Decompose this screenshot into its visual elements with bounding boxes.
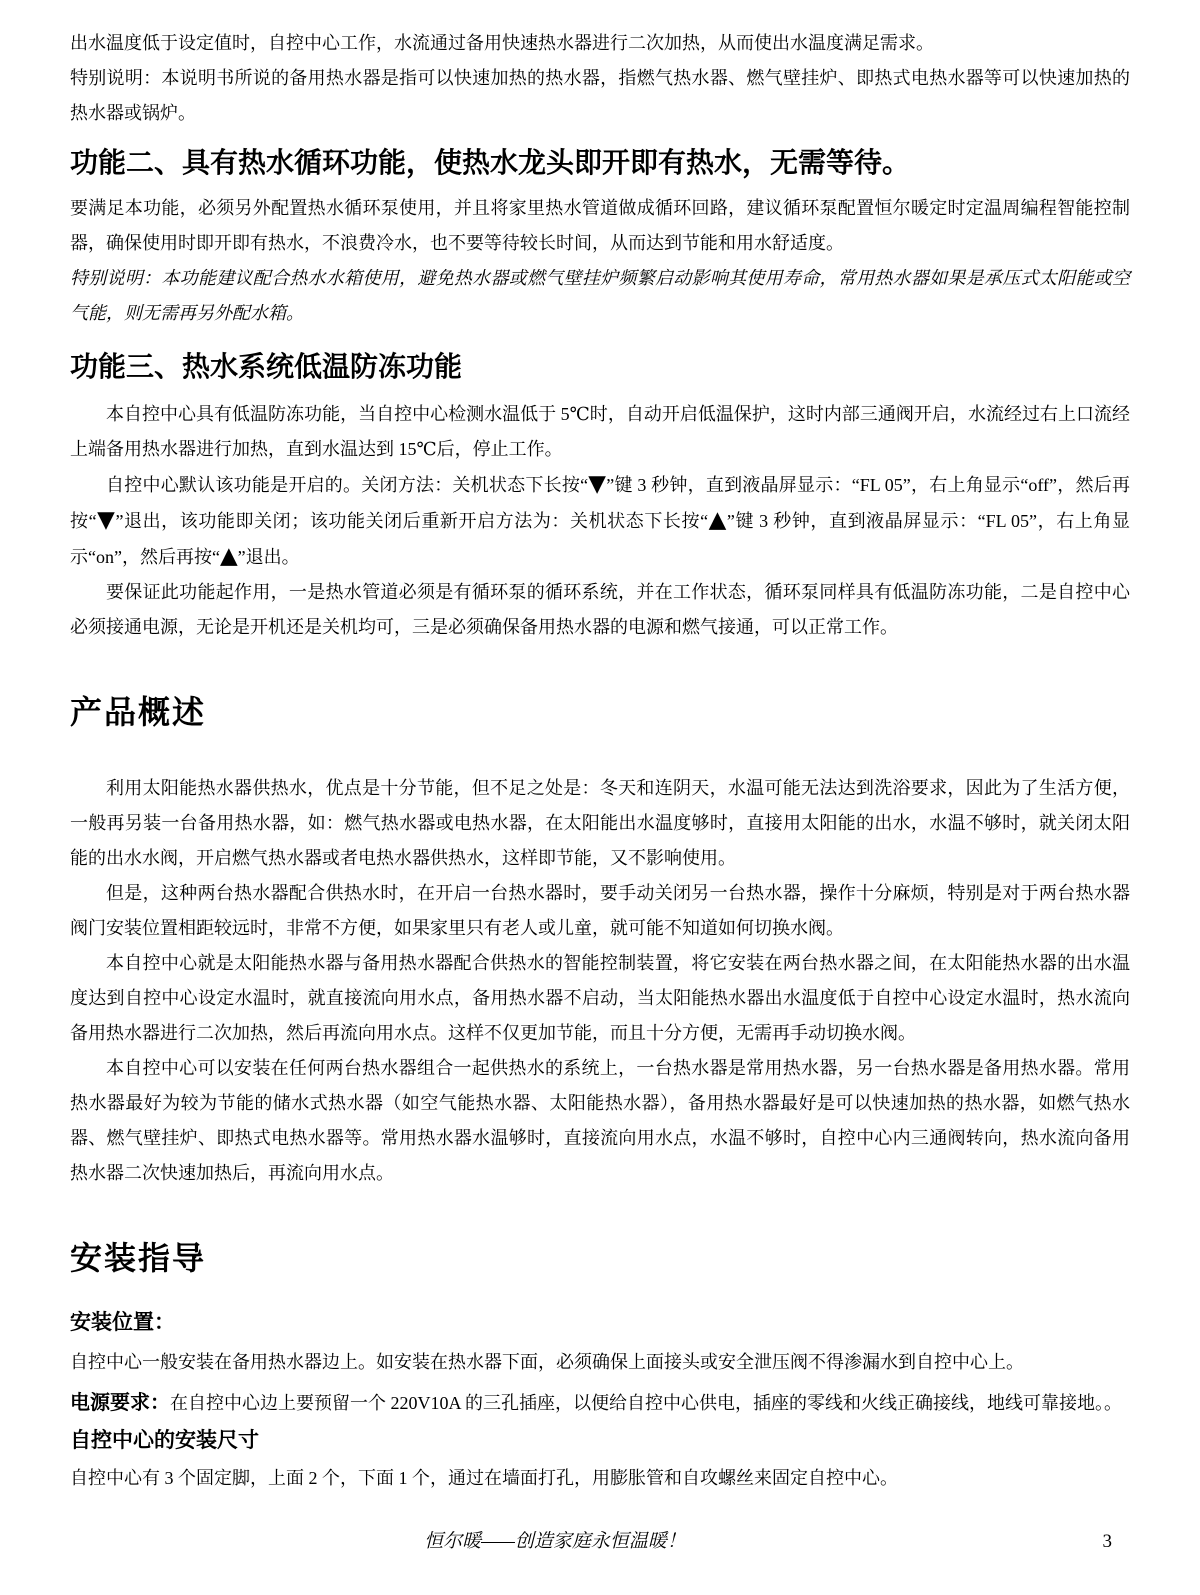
page-footer bbox=[70, 1524, 1130, 1559]
text-segment: ”键 3 秒钟，直到液晶屏显示：“FL 05”，右上角显示“off”，然后再按“ bbox=[70, 475, 1130, 531]
heading-product-overview: 产品概述 bbox=[70, 694, 207, 730]
paragraph-frost-requirements: 要保证此功能起作用，一是热水管道必须是有循环泵的循环系统，并在工作状态，循环泵同样具有低温防冻功能，二是自控中心必须接通电源，无论是开机还是关机均可，三是必须确保备用热水器的电源和燃气接通，可以正常工作。 bbox=[70, 582, 1130, 637]
paragraph-frost-toggle-instructions bbox=[70, 467, 1130, 575]
power-requirement-text: 在自控中心边上要预留一个 220V10A 的三孔插座，以便给自控中心供电，插座的零线和火线正确接线，地线可靠接地。。 bbox=[170, 1393, 1122, 1413]
heading-installation-guide: 安装指导 bbox=[70, 1240, 207, 1276]
heading-function-3: 功能三、热水系统低温防冻功能 bbox=[70, 351, 463, 382]
triangle-up-icon: ▲ bbox=[219, 543, 238, 569]
footer-slogan: 恒尔暖——创造家庭永恒温暖！ bbox=[424, 1531, 686, 1552]
text-segment: ”退出。 bbox=[237, 547, 300, 567]
paragraph-install-location: 自控中心一般安装在备用热水器边上。如安装在热水器下面，必须确保上面接头或安全泄压阀不得渗漏水到自控中心上。 bbox=[70, 1352, 1024, 1372]
paragraph-frost-protection-intro: 本自控中心具有低温防冻功能，当自控中心检测水温低于 5℃时，自动开启低温保护，这时内部三通阀开启，水流经过右上口流经上端备用热水器进行加热，直到水温达到 15℃后，停止工作。 bbox=[70, 404, 1130, 459]
paragraph-backup-heater-note: 特别说明：本说明书所说的备用热水器是指可以快速加热的热水器，指燃气热水器、燃气壁挂炉、即热式电热水器等可以快速加热的热水器或锅炉。 bbox=[70, 68, 1130, 123]
heading-install-location: 安装位置： bbox=[70, 1311, 175, 1334]
paragraph-overview-combination: 本自控中心可以安装在任何两台热水器组合一起供热水的系统上，一台热水器是常用热水器，另一台热水器是备用热水器。常用热水器最好为较为节能的储水式热水器（如空气能热水器、太阳能热水器），备用热水器最好是可以快速加热的热水器，如燃气热水器、燃气壁挂炉、即热式电热水器等。常用热水器水温够时，直接流向用水点，水温不够时，自控中心内三通阀转向，热水流向备用热水器二次快速加热后，再流向用水点。 bbox=[70, 1058, 1130, 1183]
triangle-down-icon: ▼ bbox=[588, 471, 607, 497]
paragraph-overview-manual-switch-problem: 但是，这种两台热水器配合供热水时，在开启一台热水器时，要手动关闭另一台热水器，操作十分麻烦，特别是对于两台热水器阀门安装位置相距较远时，非常不方便，如果家里只有老人或儿童，就可能不知道如何切换水阀。 bbox=[70, 883, 1130, 938]
paragraph-power-requirement bbox=[70, 1386, 1130, 1421]
text-segment: ”退出，该功能即关闭；该功能关闭后重新开启方法为：关机状态下长按“ bbox=[115, 511, 709, 531]
paragraph-mounting-feet: 自控中心有 3 个固定脚，上面 2 个，下面 1 个，通过在墙面打孔，用膨胀管和自攻螺丝来固定自控中心。 bbox=[70, 1468, 898, 1488]
power-requirement-label: 电源要求： bbox=[70, 1392, 170, 1414]
heading-function-2: 功能二、具有热水循环功能，使热水龙头即开即有热水，无需等待。 bbox=[70, 147, 911, 178]
paragraph-intro-continued: 出水温度低于设定值时，自控中心工作，水流通过备用快速热水器进行二次加热，从而使出水温度满足需求。 bbox=[70, 33, 934, 53]
triangle-down-icon: ▼ bbox=[96, 507, 116, 533]
page-number: 3 bbox=[1102, 1531, 1112, 1552]
paragraph-overview-control-center: 本自控中心就是太阳能热水器与备用热水器配合供热水的智能控制装置，将它安装在两台热水器之间，在太阳能热水器的出水温度达到自控中心设定水温时，就直接流向用水点，备用热水器不启动，当太阳能热水器出水温度低于自控中心设定水温时，热水流向备用热水器进行二次加热，然后再流向用水点。这样不仅更加节能，而且十分方便，无需再手动切换水阀。 bbox=[70, 953, 1130, 1043]
text-segment: 自控中心默认该功能是开启的。关闭方法：关机状态下长按“ bbox=[106, 475, 589, 495]
paragraph-overview-solar: 利用太阳能热水器供热水，优点是十分节能，但不足之处是：冬天和连阴天，水温可能无法达到洗浴要求，因此为了生活方便，一般再另装一台备用热水器，如：燃气热水器或电热水器，在太阳能出水温度够时，直接用太阳能的出水，水温不够时，就关闭太阳能的出水水阀，开启燃气热水器或者电热水器供热水，这样即节能，又不影响使用。 bbox=[70, 778, 1130, 868]
heading-install-dimensions: 自控中心的安装尺寸 bbox=[70, 1429, 259, 1452]
triangle-up-icon: ▲ bbox=[708, 507, 727, 533]
paragraph-function2-italic-note: 特别说明：本功能建议配合热水水箱使用，避免热水器或燃气壁挂炉频繁启动影响其使用寿命，常用热水器如果是承压式太阳能或空气能，则无需再另外配水箱。 bbox=[70, 268, 1130, 323]
text-segment: ”键 3 秒钟，直到液晶屏显示：“FL 05”，右上角显示“on”，然后再按“ bbox=[70, 511, 1130, 567]
paragraph-function2-description: 要满足本功能，必须另外配置热水循环泵使用，并且将家里热水管道做成循环回路，建议循环泵配置恒尔暖定时定温周编程智能控制器，确保使用时即开即有热水，不浪费冷水，也不要等待较长时间，从而达到节能和用水舒适度。 bbox=[70, 198, 1130, 253]
